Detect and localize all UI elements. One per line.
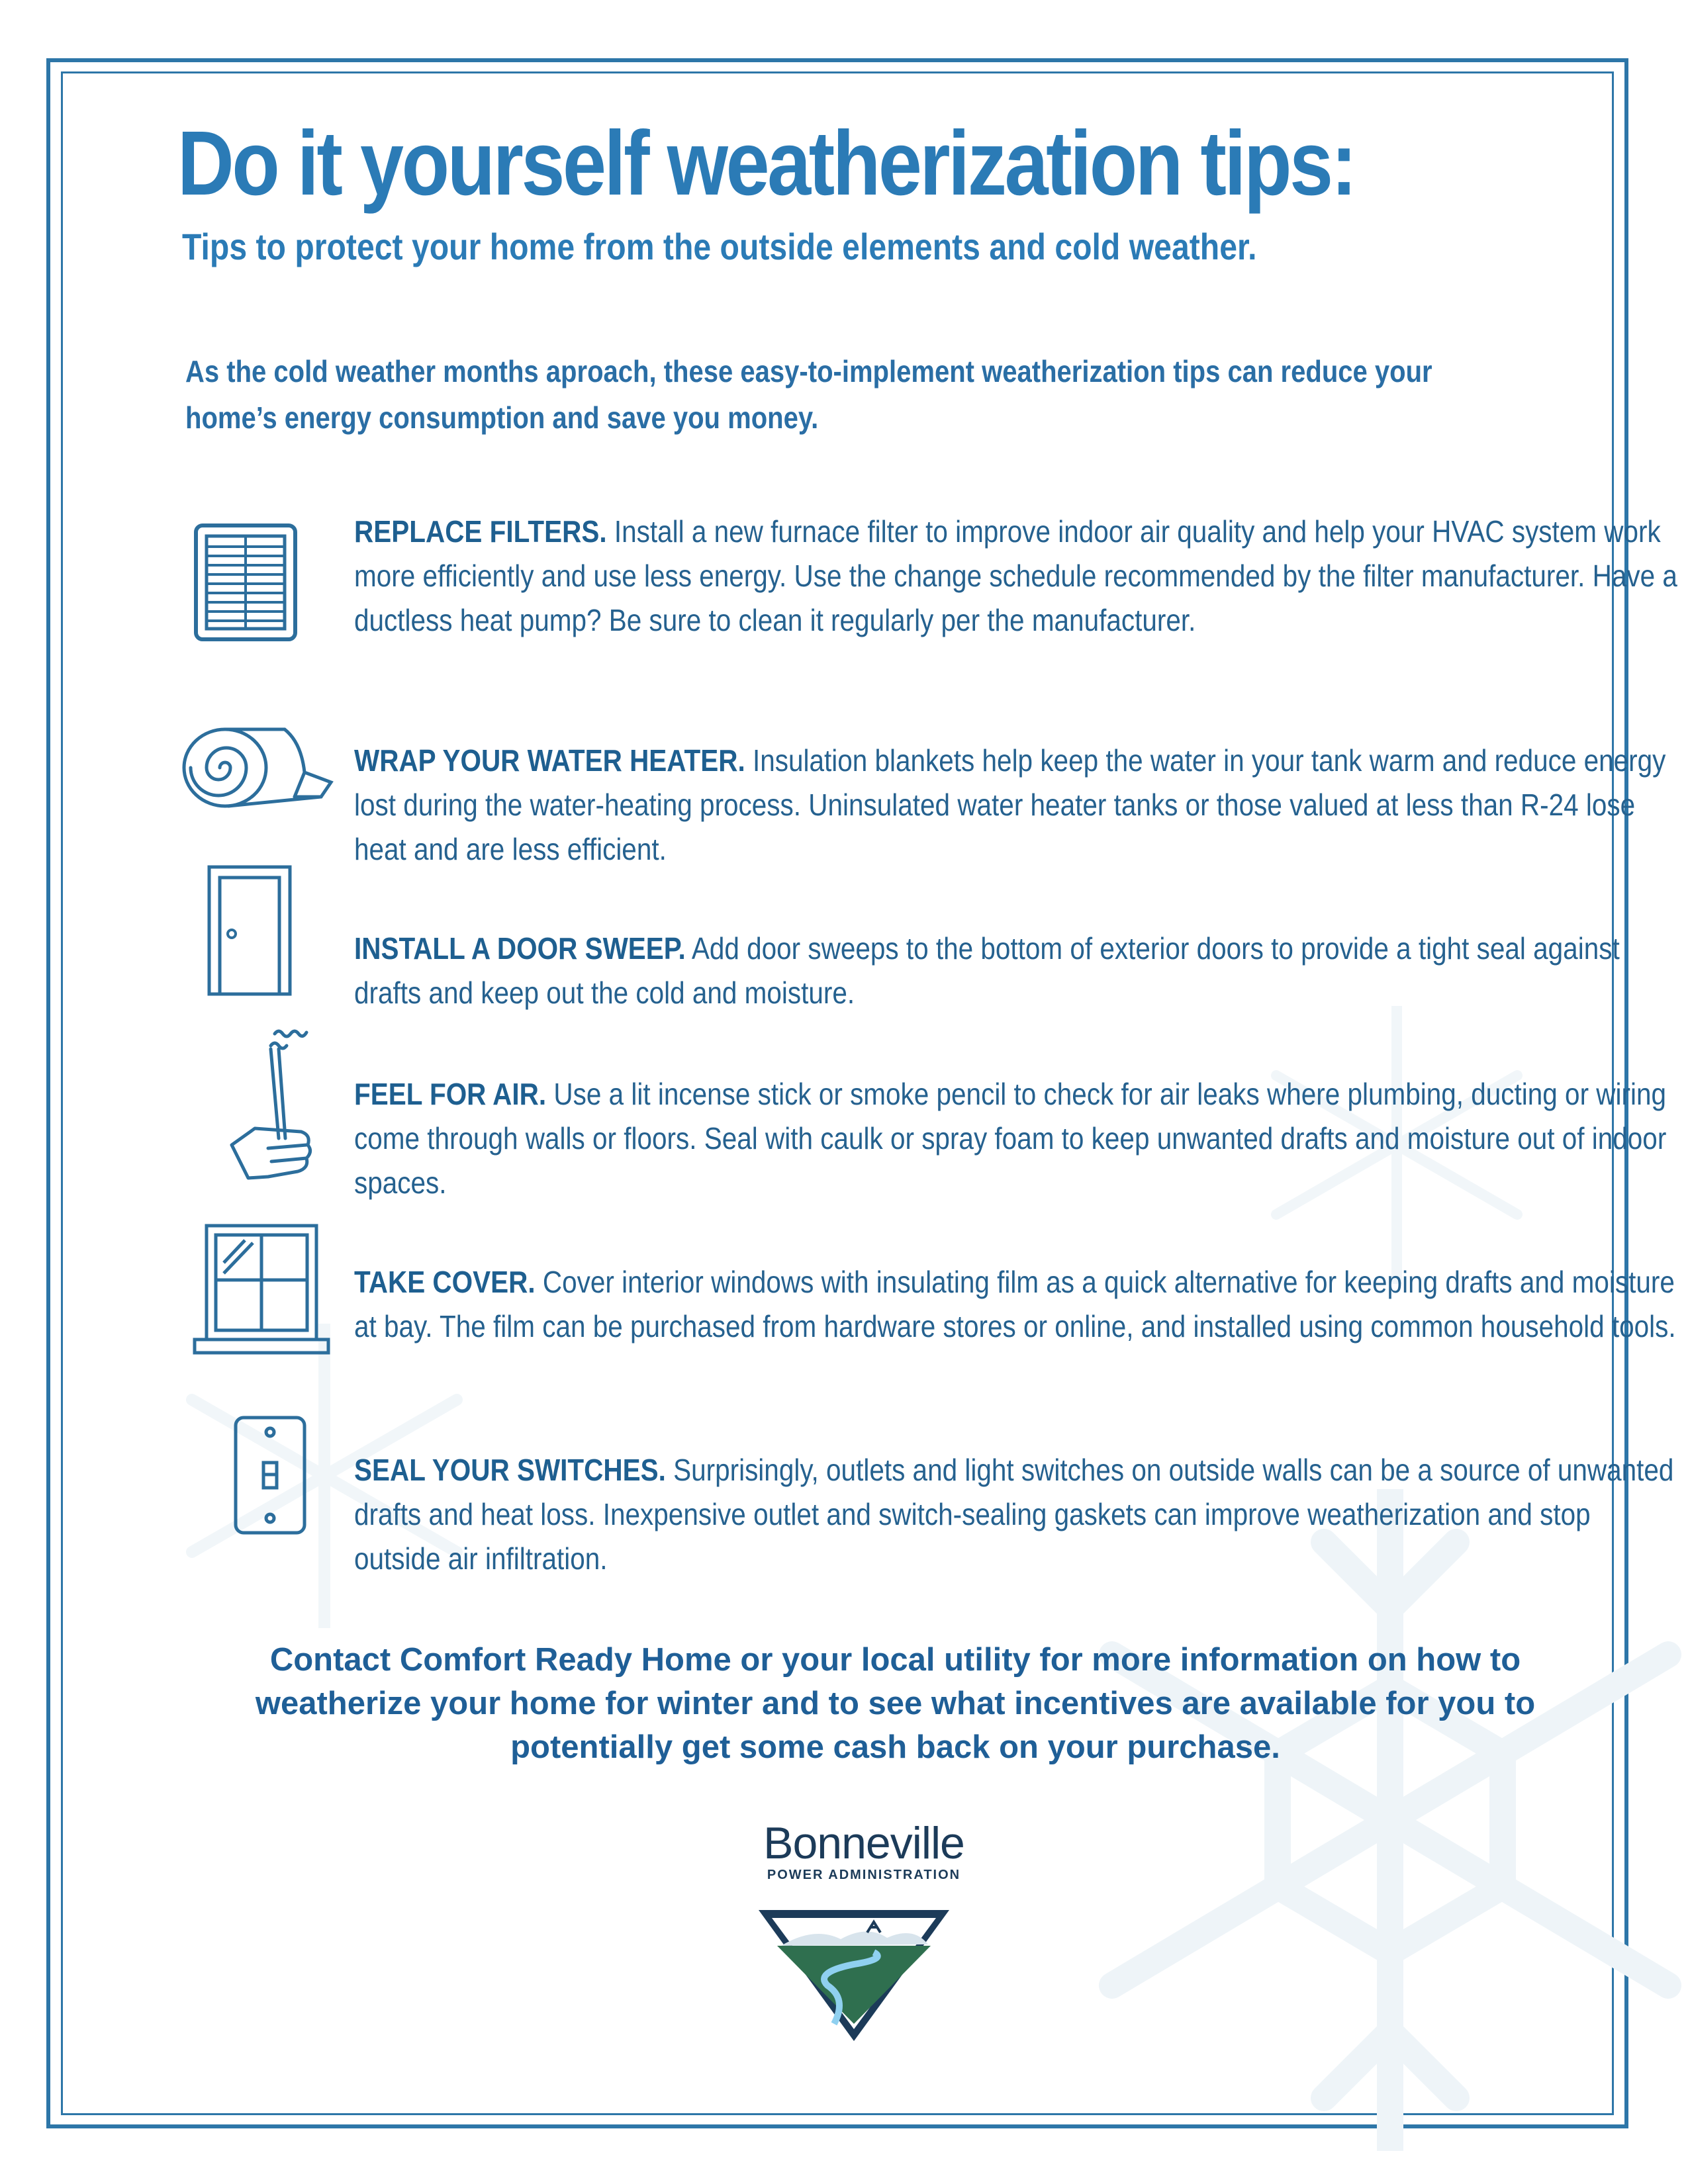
- tip-text: Cover interior windows with insulating film as a quick alternative for keeping drafts and moisture at bay. The film can be purchased from hardware stores or online, and installed using common household tools.: [354, 1265, 1676, 1343]
- door-icon: [207, 864, 293, 997]
- tip-heading: WRAP YOUR WATER HEATER.: [354, 743, 745, 778]
- tip-wrap-water-heater: [354, 739, 1682, 872]
- tip-heading: TAKE COVER.: [354, 1265, 536, 1299]
- tip-heading: FEEL FOR AIR.: [354, 1077, 547, 1111]
- page-subtitle: Tips to protect your home from the outside elements and cold weather.: [182, 226, 1257, 267]
- tip-text: Install a new furnace filter to improve indoor air quality and help your HVAC system work more efficiently and use less energy. Use the change schedule recommended by the filter manufacturer. Have a ductless heat pump? Be sure to clean it regularly per the manufacturer.: [354, 514, 1677, 637]
- tip-heading: SEAL YOUR SWITCHES.: [354, 1453, 666, 1487]
- tip-heading: INSTALL A DOOR SWEEP.: [354, 931, 686, 966]
- tip-text: Insulation blankets help keep the water in your tank warm and reduce energy lost during the water-heating process. Uninsulated water heater tanks or those valued at less than R-24 lose heat and are less efficient.: [354, 743, 1666, 866]
- page-title: Do it yourself weatherization tips:: [177, 113, 1355, 214]
- light-switch-icon: [233, 1415, 307, 1535]
- tip-text: Surprisingly, outlets and light switches on outside walls can be a source of unwanted drafts and heat loss. Inexpensive outlet and switch-sealing gaskets can improve weatherization and stop outside air infiltration.: [354, 1453, 1674, 1576]
- tip-replace-filters: [354, 510, 1682, 643]
- tip-install-door-sweep: [354, 927, 1682, 1015]
- tip-text: Use a lit incense stick or smoke pencil to check for air leaks where plumbing, ducting or wiring come through walls or floors. Seal with caulk or spray foam to keep unwanted drafts and moisture out of indoor spaces.: [354, 1077, 1667, 1200]
- contact-paragraph: Contact Comfort Ready Home or your local utility for more information on how to weatherize your home for winter and to see what incentives are available for you to potentially get some cash back on your purchase.: [255, 1642, 1536, 1765]
- tip-feel-for-air: [354, 1072, 1682, 1205]
- tip-text: Add door sweeps to the bottom of exterior doors to provide a tight seal against drafts and keep out the cold and moisture.: [354, 931, 1620, 1010]
- air-filter-icon: [193, 523, 298, 642]
- intro-paragraph: As the cold weather months aproach, these easy-to-implement weatherization tips can reduce your home’s energy consumption and save you money.: [185, 354, 1432, 435]
- incense-hand-icon: [228, 1019, 328, 1185]
- tip-seal-switches: [354, 1448, 1682, 1581]
- tip-heading: REPLACE FILTERS.: [354, 514, 607, 549]
- window-icon: [192, 1223, 331, 1355]
- insulation-roll-icon: [179, 716, 334, 815]
- logo-subtitle: POWER ADMINISTRATION: [767, 1868, 961, 1882]
- bonneville-logo-text: [688, 1820, 1039, 1883]
- tip-take-cover: [354, 1260, 1682, 1349]
- logo-name: Bonneville: [763, 1818, 964, 1868]
- bpa-triangle-logo-icon: [755, 1906, 953, 2048]
